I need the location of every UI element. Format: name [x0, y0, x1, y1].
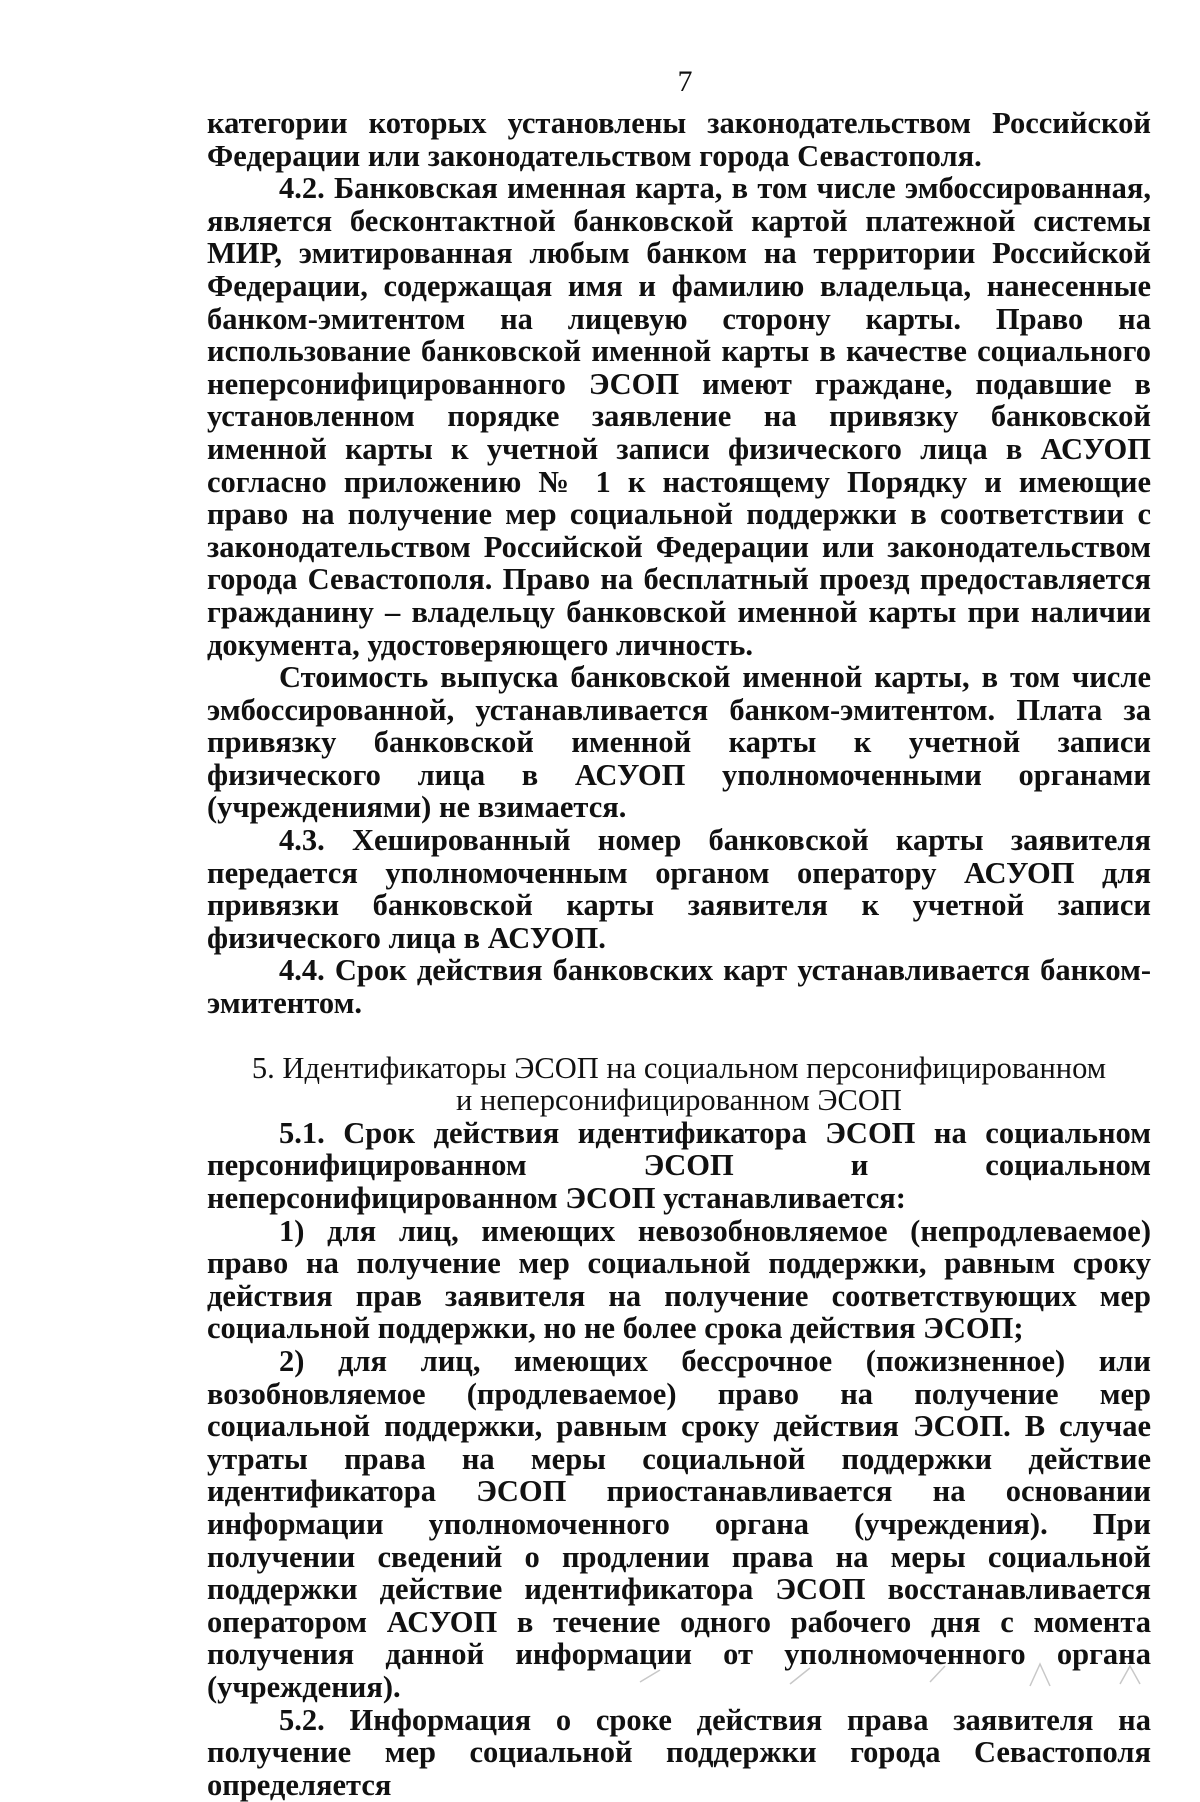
- paragraph-5-1-item-2: 2) для лиц, имеющих бессрочное (пожизненное) или возобновляемое (продлеваемое) право на получение мер социальной поддержки, равным сроку действия ЭСОП. В случае утраты права на меры социальной поддержки действие идентификатора ЭСОП приостанавливается на основании информации уполномоченного органа (учреждения). При получении сведений о продлении права на меры социальной поддержки действие идентификатора ЭСОП восстанавливается оператором АСУОП в течение одного рабочего дня с момента получения данной информации от уполномоченного органа (учреждения).: [207, 1343, 1151, 1704]
- paragraph-4-3: 4.3. Хешированный номер банковской карты заявителя передается уполномоченным органом оператору АСУОП для привязки банковской карты заявителя к учетной записи физического лица в АСУОП.: [207, 823, 1151, 955]
- section-5-heading-line-1: 5. Идентификаторы ЭСОП на социальном персонифицированном: [251, 1050, 1107, 1085]
- document-body: [207, 107, 1151, 1801]
- page-number: 7: [677, 65, 693, 98]
- paragraph-4-2: 4.2. Банковская именная карта, в том числе эмбоссированная, является бесконтактной банковской картой платежной системы МИР, эмитированная любым банком на территории Российской Федерации, содержащая имя и фамилию владельца, нанесенные банком-эмитентом на лицевую сторону карты. Право на использование банковской именной карты в качестве социального неперсонифицированного ЭСОП имеют граждане, подавшие в установленном порядке заявление на привязку банковской именной карты к учетной записи физического лица в АСУОП согласно приложению № 1 к настоящему Порядку и имеющие право на получение мер социальной поддержки в соответствии с законодательством Российской Федерации или законодательством города Севастополя. Право на бесплатный проезд предоставляется гражданину – владельцу банковской именной карты при наличии документа, удостоверяющего личность.: [207, 171, 1151, 662]
- paragraph-4-4: 4.4. Срок действия банковских карт устанавливается банком-эмитентом.: [207, 953, 1151, 1021]
- section-5-heading-line-2: и неперсонифицированном ЭСОП: [456, 1083, 902, 1118]
- faint-signature-trace: [600, 1660, 1160, 1690]
- paragraph-5-2: 5.2. Информация о сроке действия права заявителя на получение мер социальной поддержки города Севастополя определяется: [207, 1702, 1151, 1802]
- paragraph-5-1: 5.1. Срок действия идентификатора ЭСОП на социальном персонифицированном ЭСОП и социальном неперсонифицированном ЭСОП устанавливается:: [207, 1115, 1151, 1215]
- paragraph-card-cost: Стоимость выпуска банковской именной карты, в том числе эмбоссированной, устанавливается банком-эмитентом. Плата за привязку банковской именной карты к учетной записи физического лица в АСУОП уполномоченными органами (учреждениями) не взимается.: [207, 660, 1151, 825]
- section-5-heading: [207, 1052, 1151, 1117]
- paragraph-continuation: категории которых установлены законодательством Российской Федерации или законодательством города Севастополя.: [207, 106, 1151, 173]
- paragraph-5-1-item-1: 1) для лиц, имеющих невозобновляемое (непродлеваемое) право на получение мер социальной поддержки, равным сроку действия прав заявителя на получение соответствующих мер социальной поддержки, но не более срока действия ЭСОП;: [207, 1213, 1151, 1346]
